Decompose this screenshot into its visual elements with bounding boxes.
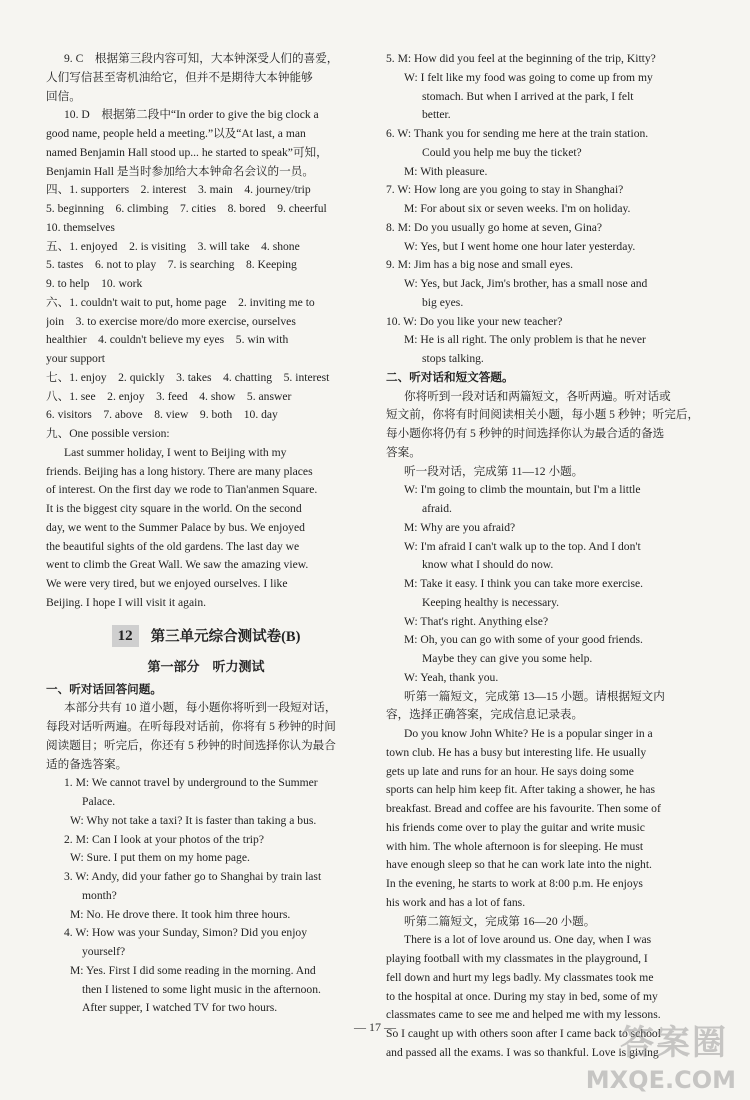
watermark-url: MXQE.COM bbox=[585, 1066, 736, 1094]
text-line: healthier 4. couldn't believe my eyes 5. win with bbox=[46, 333, 289, 347]
text-line: M: No. He drove there. It took him three hours. bbox=[70, 907, 291, 921]
text-line: 阅读题目；听完后，你还有 5 秒钟的时间选择你认为最合 bbox=[46, 738, 336, 752]
text-line: M: Take it easy. I think you can take more exercise. bbox=[404, 577, 644, 590]
text-line: 人们写信甚至寄机油给它，但并不是期待大本钟能够 bbox=[46, 70, 313, 84]
text-line: 1. M: We cannot travel by underground to the Summer bbox=[64, 776, 318, 790]
text-line: W: Yes, but I went home one hour later yesterday. bbox=[404, 239, 636, 253]
text-line: the beautiful sights of the old gardens. The last day we bbox=[46, 539, 300, 553]
text-line: 10. W: Do you like your new teacher? bbox=[386, 314, 563, 328]
text-line: 听一段对话，完成第 11—12 小题。 bbox=[404, 464, 584, 478]
text-line: M: For about six or seven weeks. I'm on holiday. bbox=[404, 202, 631, 215]
text-line: It is the biggest city square in the world. On the second bbox=[46, 502, 302, 515]
text-line: Could you help me buy the ticket? bbox=[422, 145, 582, 159]
text-line: his work and has a lot of fans. bbox=[386, 895, 526, 909]
right-column bbox=[386, 50, 708, 1063]
text-line: big eyes. bbox=[422, 295, 464, 309]
text-line: 六、1. couldn't wait to put, home page 2. inviting me to bbox=[46, 295, 315, 309]
text-line: W: Yes, but Jack, Jim's brother, has a small nose and bbox=[404, 277, 648, 290]
text-line: gets up late and runs for an hour. He says doing some bbox=[386, 764, 634, 778]
text-line: W: I felt like my food was going to come up from my bbox=[404, 70, 653, 84]
text-line: 10. D 根据第二段中“In order to give the big clock a bbox=[64, 108, 319, 122]
text-line: W: I'm afraid I can't walk up to the top. And I don't bbox=[404, 539, 641, 553]
text-line: afraid. bbox=[422, 502, 452, 515]
watermark-logo: 答案圈 bbox=[620, 1023, 728, 1063]
text-line: 回信。 bbox=[46, 89, 81, 103]
text-line: W: Yeah, thank you. bbox=[404, 670, 499, 684]
text-line: Last summer holiday, I went to Beijing with my bbox=[64, 445, 287, 459]
text-line: 3. W: Andy, did your father go to Shanghai by train last bbox=[64, 870, 322, 883]
text-line: 2. M: Can I look at your photos of the trip? bbox=[64, 832, 264, 846]
section-title: 第三单元综合测试卷(B) bbox=[150, 629, 301, 645]
text-line: M: Oh, you can go with some of your good friends. bbox=[404, 633, 643, 647]
text-line: with him. The whole afternoon is for sleeping. He must bbox=[386, 839, 644, 853]
text-line: 5. beginning 6. climbing 7. cities 8. bored 9. cheerful bbox=[46, 202, 327, 215]
text-line: stops talking. bbox=[422, 352, 484, 365]
text-line: 答案。 bbox=[386, 445, 421, 459]
text-line: 9. C 根据第三段内容可知，大本钟深受人们的喜爱， bbox=[64, 52, 339, 65]
text-line: There is a lot of love around us. One day, when I was bbox=[404, 933, 652, 947]
text-line: W: Sure. I put them on my home page. bbox=[70, 851, 250, 865]
text-line: to the hospital at once. During my stay in bed, some of my bbox=[386, 989, 658, 1003]
text-line: 你将听到一段对话和两篇短文，各听两遍。听对话或 bbox=[404, 389, 671, 403]
listening-test-section bbox=[46, 681, 366, 1019]
text-line: 听第一篇短文，完成第 13—15 小题。请根据短文内 bbox=[404, 689, 665, 703]
text-line: his friends come over to play the guitar and write music bbox=[386, 820, 645, 834]
text-line: 9. M: Jim has a big nose and small eyes. bbox=[386, 258, 574, 272]
text-line: yourself? bbox=[82, 945, 126, 958]
text-line: W: That's right. Anything else? bbox=[404, 614, 549, 628]
text-line: sports can help him keep fit. After taking a shower, he has bbox=[386, 783, 656, 797]
text-line: 10. themselves bbox=[46, 220, 115, 234]
text-line: then I listened to some light music in the afternoon. bbox=[82, 982, 321, 996]
text-line: 八、1. see 2. enjoy 3. feed 4. show 5. answer bbox=[46, 389, 292, 403]
text-line: M: He is all right. The only problem is that he never bbox=[404, 333, 646, 347]
text-line: After supper, I watched TV for two hours. bbox=[82, 1001, 278, 1015]
text-line: Keeping healthy is necessary. bbox=[422, 595, 560, 609]
text-line: 每段对话听两遍。在听每段对话前，你将有 5 秒钟的时间 bbox=[46, 720, 336, 733]
page-number: — 17 — bbox=[354, 1020, 396, 1034]
text-line: 二、听对话和短文答题。 bbox=[386, 370, 514, 384]
text-line: Do you know John White? He is a popular singer in a bbox=[404, 727, 653, 740]
text-line: better. bbox=[422, 108, 451, 122]
text-line: 七、1. enjoy 2. quickly 3. takes 4. chatting 5. interest bbox=[46, 370, 330, 384]
text-line: M: With pleasure. bbox=[404, 164, 488, 178]
text-line: 6. visitors 7. above 8. view 9. both 10. day bbox=[46, 408, 278, 422]
text-line: friends. Beijing has a long history. There are many places bbox=[46, 464, 313, 478]
text-line: Benjamin Hall 是当时参加给大本钟命名会议的一员。 bbox=[46, 164, 314, 178]
text-line: In the evening, he starts to work at 8:00 p.m. He enjoys bbox=[386, 877, 643, 890]
text-line: 听第二篇短文，完成第 16—20 小题。 bbox=[404, 914, 596, 928]
text-line: 适的备选答案。 bbox=[46, 757, 128, 771]
text-line: 四、1. supporters 2. interest 3. main 4. journey/trip bbox=[46, 183, 311, 197]
text-line: join 3. to exercise more/do more exercise, ourselves bbox=[46, 314, 296, 328]
text-line: We were very tired, but we enjoyed ourselves. I like bbox=[46, 577, 288, 590]
text-line: M: Yes. First I did some reading in the morning. And bbox=[70, 963, 316, 977]
text-line: 5. tastes 6. not to play 7. is searching 8. Keeping bbox=[46, 258, 297, 272]
text-line: 5. M: How did you feel at the beginning of the trip, Kitty? bbox=[386, 52, 656, 65]
text-line: So I caught up with others soon after I came back to school bbox=[386, 1027, 661, 1040]
text-line: 8. M: Do you usually go home at seven, Gina? bbox=[386, 220, 603, 234]
text-line: Maybe they can give you some help. bbox=[422, 652, 593, 665]
text-line: M: Why are you afraid? bbox=[404, 520, 516, 534]
part-title: 第一部分 听力测试 bbox=[147, 658, 265, 674]
text-line: good name, people held a meeting.”以及“At last, a man bbox=[46, 127, 306, 140]
text-line: 容，选择正确答案，完成信息记录表。 bbox=[386, 708, 584, 722]
text-line: 7. W: How long are you going to stay in Shanghai? bbox=[386, 183, 624, 197]
text-line: Palace. bbox=[82, 795, 116, 808]
text-line: went to climb the Great Wall. We saw the amazing view. bbox=[46, 558, 309, 572]
text-line: W: I'm going to climb the mountain, but I'm a little bbox=[404, 483, 641, 497]
text-line: 9. to help 10. work bbox=[46, 277, 143, 290]
text-line: day, we went to the Summer Palace by bus. We enjoyed bbox=[46, 520, 305, 534]
text-line: month? bbox=[82, 888, 117, 902]
text-line: your support bbox=[46, 352, 105, 365]
text-line: named Benjamin Hall stood up... he started to speak”可知， bbox=[46, 145, 328, 159]
text-line: 6. W: Thank you for sending me here at the train station. bbox=[386, 127, 649, 140]
text-line: of interest. On the first day we rode to Tian'anmen Square. bbox=[46, 483, 318, 497]
text-line: 短文前，你将有时间阅读相关小题，每小题 5 秒钟；听完后， bbox=[386, 408, 700, 422]
text-line: playing football with my classmates in the playground, I bbox=[386, 952, 648, 965]
text-line: 本部分共有 10 道小题，每小题你将听到一段短对话， bbox=[64, 701, 337, 715]
text-line: breakfast. Bread and coffee are his favourite. Then some of bbox=[386, 802, 661, 815]
section-heading bbox=[46, 619, 366, 653]
text-line: 一、听对话回答问题。 bbox=[46, 682, 162, 696]
left-column bbox=[46, 50, 366, 1018]
text-line: and passed all the exams. I was so thankful. Love is giving bbox=[386, 1045, 659, 1059]
text-line: classmates came to see me and helped me with my lessons. bbox=[386, 1008, 661, 1022]
answer-key-section bbox=[46, 50, 366, 613]
text-line: 五、1. enjoyed 2. is visiting 3. will take 4. shone bbox=[46, 239, 300, 253]
text-line: town club. He has a busy but interesting life. He usually bbox=[386, 745, 647, 759]
section-number: 12 bbox=[112, 625, 139, 647]
text-line: know what I should do now. bbox=[422, 558, 554, 572]
text-line: have enough sleep so that he can work late into the night. bbox=[386, 858, 652, 872]
text-line: fell down and hurt my legs badly. My classmates took me bbox=[386, 970, 654, 984]
text-line: 每小题你将仍有 5 秒钟的时间选择你认为最合适的备选 bbox=[386, 427, 665, 440]
text-line: stomach. But when I arrived at the park, I felt bbox=[422, 89, 634, 103]
text-line: 4. W: How was your Sunday, Simon? Did you enjoy bbox=[64, 926, 308, 940]
text-line: Beijing. I hope I will visit it again. bbox=[46, 595, 207, 609]
text-line: 九、One possible version: bbox=[46, 427, 170, 440]
text-line: W: Why not take a taxi? It is faster than taking a bus. bbox=[70, 813, 317, 827]
